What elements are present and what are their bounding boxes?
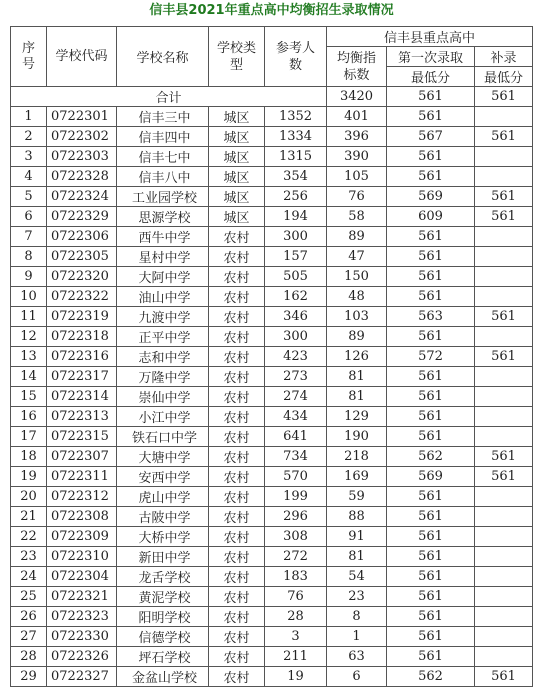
- cell-count: 296: [265, 507, 327, 527]
- cell-first-min: 561: [387, 567, 475, 587]
- cell-code: 0722307: [47, 447, 117, 467]
- totals-row: [11, 87, 533, 107]
- cell-first-min: 567: [387, 127, 475, 147]
- cell-name: 信丰七中: [117, 147, 209, 167]
- cell-extra-min: [475, 587, 533, 607]
- cell-seq: 11: [11, 307, 47, 327]
- cell-quota: 390: [327, 147, 387, 167]
- table-row: [11, 627, 533, 647]
- cell-quota: 129: [327, 407, 387, 427]
- cell-count: 272: [265, 547, 327, 567]
- cell-code: 0722326: [47, 647, 117, 667]
- header-count: 参考人数: [265, 27, 327, 87]
- cell-quota: 126: [327, 347, 387, 367]
- cell-name: 金盆山学校: [117, 667, 209, 687]
- cell-code: 0722316: [47, 347, 117, 367]
- page-title: 信丰县2021年重点高中均衡招生录取情况: [149, 3, 394, 18]
- cell-code: 0722303: [47, 147, 117, 167]
- cell-name: 铁石口中学: [117, 427, 209, 447]
- cell-type: 城区: [209, 127, 265, 147]
- totals-quota: 3420: [327, 87, 387, 107]
- table-header: [11, 27, 533, 107]
- cell-name: 虎山中学: [117, 487, 209, 507]
- cell-quota: 1: [327, 627, 387, 647]
- cell-seq: 13: [11, 347, 47, 367]
- cell-seq: 17: [11, 427, 47, 447]
- cell-code: 0722314: [47, 387, 117, 407]
- table-row: [11, 367, 533, 387]
- cell-extra-min: [475, 227, 533, 247]
- table-row: [11, 207, 533, 227]
- cell-quota: 91: [327, 527, 387, 547]
- cell-quota: 89: [327, 327, 387, 347]
- cell-first-min: 561: [387, 167, 475, 187]
- cell-name: 安西中学: [117, 467, 209, 487]
- cell-seq: 29: [11, 667, 47, 687]
- cell-first-min: 561: [387, 227, 475, 247]
- cell-seq: 19: [11, 467, 47, 487]
- cell-seq: 24: [11, 567, 47, 587]
- cell-first-min: 561: [387, 387, 475, 407]
- table-body: [11, 107, 533, 687]
- cell-count: 273: [265, 367, 327, 387]
- cell-count: 76: [265, 587, 327, 607]
- cell-name: 崇仙中学: [117, 387, 209, 407]
- cell-seq: 18: [11, 447, 47, 467]
- cell-name: 古陂中学: [117, 507, 209, 527]
- cell-name: 工业园学校: [117, 187, 209, 207]
- table-row: [11, 427, 533, 447]
- table-row: [11, 327, 533, 347]
- cell-first-min: 569: [387, 187, 475, 207]
- cell-seq: 28: [11, 647, 47, 667]
- cell-quota: 88: [327, 507, 387, 527]
- cell-extra-min: 561: [475, 307, 533, 327]
- table-row: [11, 647, 533, 667]
- cell-quota: 169: [327, 467, 387, 487]
- cell-extra-min: [475, 627, 533, 647]
- cell-type: 城区: [209, 187, 265, 207]
- cell-type: 城区: [209, 167, 265, 187]
- cell-count: 346: [265, 307, 327, 327]
- cell-count: 423: [265, 347, 327, 367]
- cell-code: 0722319: [47, 307, 117, 327]
- cell-seq: 12: [11, 327, 47, 347]
- cell-code: 0722321: [47, 587, 117, 607]
- cell-first-min: 561: [387, 507, 475, 527]
- cell-count: 300: [265, 327, 327, 347]
- cell-extra-min: [475, 487, 533, 507]
- table-row: [11, 147, 533, 167]
- cell-seq: 3: [11, 147, 47, 167]
- cell-code: 0722311: [47, 467, 117, 487]
- cell-seq: 27: [11, 627, 47, 647]
- table-row: [11, 267, 533, 287]
- table-row: [11, 587, 533, 607]
- table-row: [11, 447, 533, 467]
- cell-code: 0722306: [47, 227, 117, 247]
- cell-code: 0722310: [47, 547, 117, 567]
- table-row: [11, 287, 533, 307]
- cell-first-min: 561: [387, 487, 475, 507]
- header-first: 第一次录取: [387, 47, 475, 67]
- cell-type: 农村: [209, 407, 265, 427]
- header-extra: 补录: [475, 47, 533, 67]
- cell-count: 183: [265, 567, 327, 587]
- cell-code: 0722330: [47, 627, 117, 647]
- cell-seq: 2: [11, 127, 47, 147]
- cell-extra-min: [475, 167, 533, 187]
- cell-quota: 89: [327, 227, 387, 247]
- cell-type: 农村: [209, 667, 265, 687]
- cell-type: 农村: [209, 287, 265, 307]
- cell-count: 19: [265, 667, 327, 687]
- cell-name: 信德学校: [117, 627, 209, 647]
- table-row: [11, 107, 533, 127]
- cell-count: 641: [265, 427, 327, 447]
- cell-first-min: 561: [387, 267, 475, 287]
- cell-first-min: 561: [387, 107, 475, 127]
- cell-extra-min: [475, 247, 533, 267]
- cell-count: 28: [265, 607, 327, 627]
- cell-extra-min: 561: [475, 347, 533, 367]
- cell-type: 农村: [209, 387, 265, 407]
- cell-type: 农村: [209, 247, 265, 267]
- cell-count: 734: [265, 447, 327, 467]
- cell-quota: 8: [327, 607, 387, 627]
- cell-type: 城区: [209, 147, 265, 167]
- cell-quota: 54: [327, 567, 387, 587]
- cell-quota: 59: [327, 487, 387, 507]
- cell-extra-min: [475, 507, 533, 527]
- admission-table: [10, 26, 533, 687]
- cell-seq: 14: [11, 367, 47, 387]
- cell-name: 阳明学校: [117, 607, 209, 627]
- table-row: [11, 387, 533, 407]
- cell-first-min: 561: [387, 587, 475, 607]
- cell-seq: 16: [11, 407, 47, 427]
- cell-quota: 150: [327, 267, 387, 287]
- cell-name: 信丰四中: [117, 127, 209, 147]
- cell-name: 西牛中学: [117, 227, 209, 247]
- cell-quota: 218: [327, 447, 387, 467]
- cell-type: 城区: [209, 107, 265, 127]
- cell-type: 城区: [209, 207, 265, 227]
- cell-count: 1334: [265, 127, 327, 147]
- cell-code: 0722324: [47, 187, 117, 207]
- cell-count: 199: [265, 487, 327, 507]
- table-row: [11, 407, 533, 427]
- cell-type: 农村: [209, 327, 265, 347]
- cell-type: 农村: [209, 307, 265, 327]
- cell-count: 157: [265, 247, 327, 267]
- cell-first-min: 561: [387, 627, 475, 647]
- table-row: [11, 127, 533, 147]
- cell-first-min: 572: [387, 347, 475, 367]
- cell-first-min: 561: [387, 147, 475, 167]
- cell-code: 0722312: [47, 487, 117, 507]
- cell-first-min: 562: [387, 447, 475, 467]
- cell-first-min: 561: [387, 367, 475, 387]
- cell-code: 0722328: [47, 167, 117, 187]
- cell-extra-min: 561: [475, 447, 533, 467]
- cell-count: 211: [265, 647, 327, 667]
- cell-name: 油山中学: [117, 287, 209, 307]
- cell-extra-min: 561: [475, 187, 533, 207]
- cell-name: 信丰三中: [117, 107, 209, 127]
- cell-type: 农村: [209, 467, 265, 487]
- header-group: 信丰县重点高中: [327, 27, 533, 47]
- cell-code: 0722320: [47, 267, 117, 287]
- cell-count: 354: [265, 167, 327, 187]
- cell-extra-min: [475, 527, 533, 547]
- cell-code: 0722308: [47, 507, 117, 527]
- header-type: 学校类型: [209, 27, 265, 87]
- cell-count: 162: [265, 287, 327, 307]
- cell-extra-min: [475, 287, 533, 307]
- table-row: [11, 487, 533, 507]
- cell-first-min: 563: [387, 307, 475, 327]
- cell-first-min: 561: [387, 407, 475, 427]
- cell-extra-min: [475, 147, 533, 167]
- cell-code: 0722301: [47, 107, 117, 127]
- cell-code: 0722323: [47, 607, 117, 627]
- totals-first: 561: [387, 87, 475, 107]
- cell-quota: 23: [327, 587, 387, 607]
- cell-extra-min: [475, 427, 533, 447]
- cell-name: 九渡中学: [117, 307, 209, 327]
- cell-first-min: 561: [387, 647, 475, 667]
- cell-name: 信丰八中: [117, 167, 209, 187]
- cell-extra-min: [475, 107, 533, 127]
- cell-count: 3: [265, 627, 327, 647]
- cell-code: 0722327: [47, 667, 117, 687]
- cell-count: 1352: [265, 107, 327, 127]
- table-row: [11, 567, 533, 587]
- cell-quota: 81: [327, 387, 387, 407]
- cell-seq: 4: [11, 167, 47, 187]
- cell-type: 农村: [209, 547, 265, 567]
- cell-code: 0722305: [47, 247, 117, 267]
- cell-seq: 8: [11, 247, 47, 267]
- cell-count: 505: [265, 267, 327, 287]
- cell-count: 274: [265, 387, 327, 407]
- cell-name: 大桥中学: [117, 527, 209, 547]
- cell-seq: 7: [11, 227, 47, 247]
- cell-code: 0722317: [47, 367, 117, 387]
- cell-seq: 21: [11, 507, 47, 527]
- cell-quota: 63: [327, 647, 387, 667]
- cell-name: 大阿中学: [117, 267, 209, 287]
- cell-code: 0722329: [47, 207, 117, 227]
- cell-code: 0722315: [47, 427, 117, 447]
- header-code: 学校代码: [47, 27, 117, 87]
- header-seq: 序号: [11, 27, 47, 87]
- cell-extra-min: [475, 567, 533, 587]
- table-row: [11, 467, 533, 487]
- totals-extra: 561: [475, 87, 533, 107]
- cell-type: 农村: [209, 347, 265, 367]
- cell-name: 黄泥学校: [117, 587, 209, 607]
- cell-quota: 396: [327, 127, 387, 147]
- table-row: [11, 167, 533, 187]
- cell-first-min: 561: [387, 247, 475, 267]
- cell-quota: 105: [327, 167, 387, 187]
- cell-name: 正平中学: [117, 327, 209, 347]
- header-extra-min: 最低分: [475, 67, 533, 87]
- table-row: [11, 667, 533, 687]
- cell-count: 434: [265, 407, 327, 427]
- cell-name: 志和中学: [117, 347, 209, 367]
- cell-count: 570: [265, 467, 327, 487]
- cell-count: 194: [265, 207, 327, 227]
- table-row: [11, 547, 533, 567]
- cell-name: 思源学校: [117, 207, 209, 227]
- cell-type: 农村: [209, 607, 265, 627]
- cell-name: 小江中学: [117, 407, 209, 427]
- cell-quota: 103: [327, 307, 387, 327]
- cell-seq: 5: [11, 187, 47, 207]
- cell-type: 农村: [209, 587, 265, 607]
- header-quota: 均衡指标数: [327, 47, 387, 87]
- cell-first-min: 561: [387, 327, 475, 347]
- cell-seq: 1: [11, 107, 47, 127]
- cell-quota: 190: [327, 427, 387, 447]
- cell-extra-min: [475, 407, 533, 427]
- cell-seq: 6: [11, 207, 47, 227]
- cell-count: 256: [265, 187, 327, 207]
- cell-name: 万隆中学: [117, 367, 209, 387]
- cell-type: 农村: [209, 647, 265, 667]
- cell-first-min: 562: [387, 667, 475, 687]
- cell-quota: 47: [327, 247, 387, 267]
- cell-extra-min: [475, 387, 533, 407]
- cell-first-min: 609: [387, 207, 475, 227]
- cell-first-min: 569: [387, 467, 475, 487]
- cell-extra-min: 561: [475, 207, 533, 227]
- cell-extra-min: [475, 267, 533, 287]
- cell-first-min: 561: [387, 547, 475, 567]
- cell-name: 星村中学: [117, 247, 209, 267]
- table-row: [11, 507, 533, 527]
- cell-type: 农村: [209, 267, 265, 287]
- header-name: 学校名称: [117, 27, 209, 87]
- cell-code: 0722322: [47, 287, 117, 307]
- cell-quota: 81: [327, 367, 387, 387]
- cell-first-min: 561: [387, 287, 475, 307]
- cell-count: 308: [265, 527, 327, 547]
- cell-seq: 20: [11, 487, 47, 507]
- table-row: [11, 227, 533, 247]
- cell-seq: 22: [11, 527, 47, 547]
- cell-extra-min: 561: [475, 127, 533, 147]
- cell-quota: 76: [327, 187, 387, 207]
- cell-code: 0722318: [47, 327, 117, 347]
- cell-type: 农村: [209, 447, 265, 467]
- cell-type: 农村: [209, 527, 265, 547]
- table-row: [11, 307, 533, 327]
- cell-first-min: 561: [387, 427, 475, 447]
- cell-quota: 58: [327, 207, 387, 227]
- table-row: [11, 347, 533, 367]
- cell-seq: 26: [11, 607, 47, 627]
- totals-label: 合计: [11, 87, 327, 107]
- cell-type: 农村: [209, 487, 265, 507]
- cell-code: 0722304: [47, 567, 117, 587]
- cell-seq: 23: [11, 547, 47, 567]
- cell-type: 农村: [209, 427, 265, 447]
- table-row: [11, 247, 533, 267]
- cell-extra-min: [475, 647, 533, 667]
- cell-name: 新田中学: [117, 547, 209, 567]
- cell-seq: 10: [11, 287, 47, 307]
- cell-extra-min: 561: [475, 467, 533, 487]
- cell-count: 1315: [265, 147, 327, 167]
- cell-type: 农村: [209, 227, 265, 247]
- cell-first-min: 561: [387, 607, 475, 627]
- table-row: [11, 527, 533, 547]
- cell-first-min: 561: [387, 527, 475, 547]
- cell-type: 农村: [209, 627, 265, 647]
- cell-seq: 15: [11, 387, 47, 407]
- cell-type: 农村: [209, 507, 265, 527]
- cell-code: 0722309: [47, 527, 117, 547]
- header-first-min: 最低分: [387, 67, 475, 87]
- table-row: [11, 187, 533, 207]
- cell-extra-min: [475, 367, 533, 387]
- cell-quota: 81: [327, 547, 387, 567]
- cell-quota: 6: [327, 667, 387, 687]
- cell-type: 农村: [209, 367, 265, 387]
- cell-extra-min: 561: [475, 667, 533, 687]
- cell-type: 农村: [209, 567, 265, 587]
- cell-quota: 48: [327, 287, 387, 307]
- cell-seq: 25: [11, 587, 47, 607]
- cell-name: 大塘中学: [117, 447, 209, 467]
- cell-extra-min: [475, 607, 533, 627]
- cell-code: 0722302: [47, 127, 117, 147]
- cell-quota: 401: [327, 107, 387, 127]
- cell-name: 坪石学校: [117, 647, 209, 667]
- cell-extra-min: [475, 327, 533, 347]
- cell-count: 300: [265, 227, 327, 247]
- table-row: [11, 607, 533, 627]
- cell-extra-min: [475, 547, 533, 567]
- cell-name: 龙舌学校: [117, 567, 209, 587]
- cell-seq: 9: [11, 267, 47, 287]
- cell-code: 0722313: [47, 407, 117, 427]
